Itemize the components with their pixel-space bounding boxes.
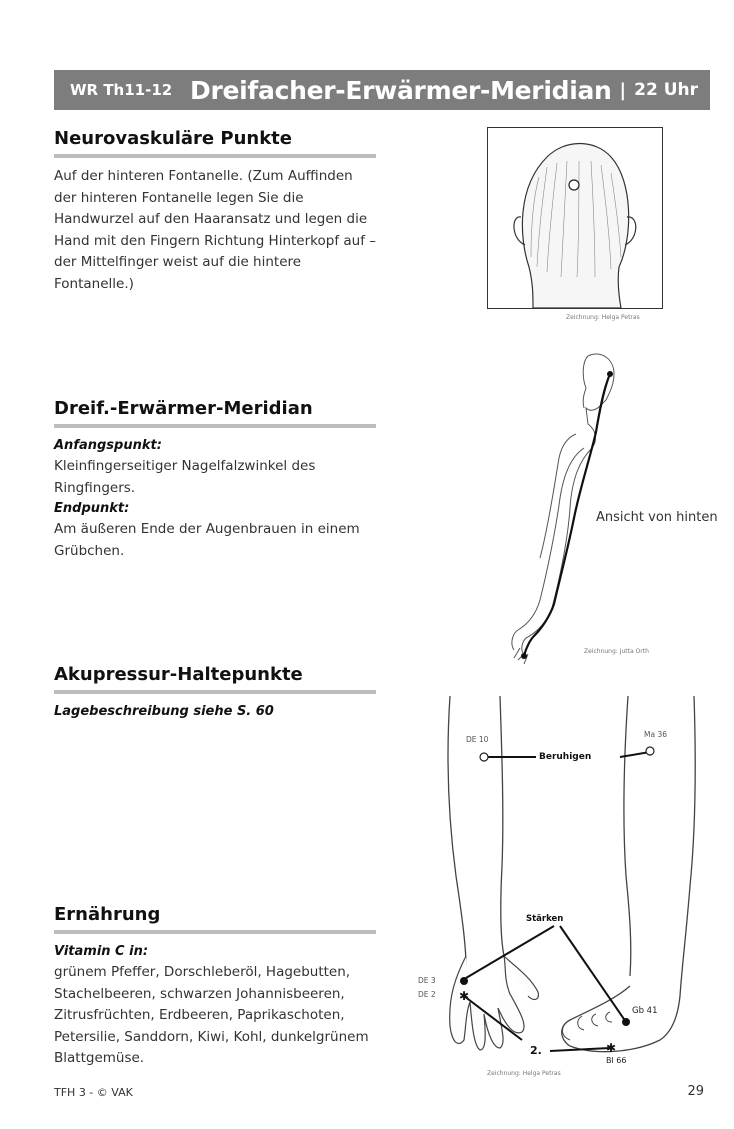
location-reference: Lagebeschreibung siehe S. 60 xyxy=(54,704,274,719)
page-title: Dreifacher-Erwärmer-Meridian xyxy=(190,75,612,105)
start-point-label: Anfangspunkt: xyxy=(54,438,162,453)
heading-rule xyxy=(54,424,376,428)
end-point-text: Am äußeren Ende der Augenbrauen in einem Grübchen. xyxy=(54,521,360,559)
end-point-label: Endpunkt: xyxy=(54,501,130,516)
hand-outline xyxy=(450,956,539,1050)
chapter-code: WR Th11-12 xyxy=(70,81,173,99)
toes-outline xyxy=(563,1012,613,1040)
legs-outline xyxy=(448,696,695,1052)
fontanelle-point-icon xyxy=(569,180,579,190)
vitamin-sources-text: grünem Pfeffer, Dorschleberöl, Hagebutten, Stachelbeeren, schwarzen Johannisbeeren, Zitrusfrüchten, Erdbeeren, Paprikaschoten, Petersilie, Sanddorn, Kiwi, Kohl, dunkelgrünem Blattgemüse. xyxy=(54,964,369,1066)
section-heading: Neurovaskuläre Punkte xyxy=(54,128,292,149)
point-de3-icon xyxy=(460,977,468,985)
point-de2-icon: ✱ xyxy=(459,989,470,1003)
sedate-step-label: 2. xyxy=(530,1044,542,1057)
point-ma36-icon xyxy=(646,747,654,755)
meridian-time: 22 Uhr xyxy=(634,80,698,100)
section-heading: Ernährung xyxy=(54,904,161,925)
heading-rule xyxy=(54,154,376,158)
strengthen-label: Stärken xyxy=(526,914,564,924)
section-heading: Dreif.-Erwärmer-Meridian xyxy=(54,398,313,419)
point-label-gb41: Gb 41 xyxy=(632,1006,658,1016)
section-neurovascular xyxy=(54,128,376,295)
point-de10-icon xyxy=(480,753,488,761)
meridian-start-point-icon xyxy=(521,653,527,659)
drawing-credit: Zeichnung: Helga Petras xyxy=(566,314,640,321)
drawing-credit: Zeichnung: Helga Petras xyxy=(487,1070,561,1077)
strengthen-line xyxy=(560,926,626,1022)
meridian-end-point-icon xyxy=(607,371,613,377)
calming-label: Beruhigen xyxy=(539,752,592,762)
section-meridian xyxy=(54,398,376,562)
start-point-text: Kleinfingerseitiger Nagelfalzwinkel des Ringfingers. xyxy=(54,458,316,496)
section-heading: Akupressur-Haltepunkte xyxy=(54,664,303,685)
view-label: Ansicht von hinten xyxy=(596,510,718,525)
point-bl66-icon: ✱ xyxy=(606,1041,617,1055)
header-bar xyxy=(54,70,710,110)
strengthen-line xyxy=(466,926,554,978)
point-label-de10: DE 10 xyxy=(466,735,489,744)
head-back-drawing xyxy=(487,127,663,309)
point-gb41-icon xyxy=(622,1018,630,1026)
head-outline xyxy=(522,144,628,309)
point-label-de3: DE 3 xyxy=(418,976,436,985)
section-nutrition xyxy=(54,904,376,1070)
header-separator: | xyxy=(619,79,627,101)
point-label-bl66: Bl 66 xyxy=(606,1056,627,1065)
body-outline xyxy=(512,354,614,664)
drawing-credit: Zeichnung: Jutta Orth xyxy=(584,648,649,655)
heading-rule xyxy=(54,930,376,934)
neurovascular-text: Auf der hinteren Fontanelle. (Zum Auffinden der hinteren Fontanelle legen Sie die Handwurzel auf den Haaransatz und legen die Hand mit den Fingern Richtung Hinterkopf auf – der Mittelfinger weist auf die hintere Fontanelle.) xyxy=(54,168,376,292)
arm-meridian-drawing xyxy=(488,348,638,668)
vitamin-label: Vitamin C in: xyxy=(54,944,149,959)
footer-credit: TFH 3 - © VAK xyxy=(54,1086,133,1099)
heading-rule xyxy=(54,690,376,694)
page-number: 29 xyxy=(687,1084,704,1099)
point-label-ma36: Ma 36 xyxy=(644,730,667,739)
section-acupressure xyxy=(54,664,376,722)
point-label-de2: DE 2 xyxy=(418,990,436,999)
